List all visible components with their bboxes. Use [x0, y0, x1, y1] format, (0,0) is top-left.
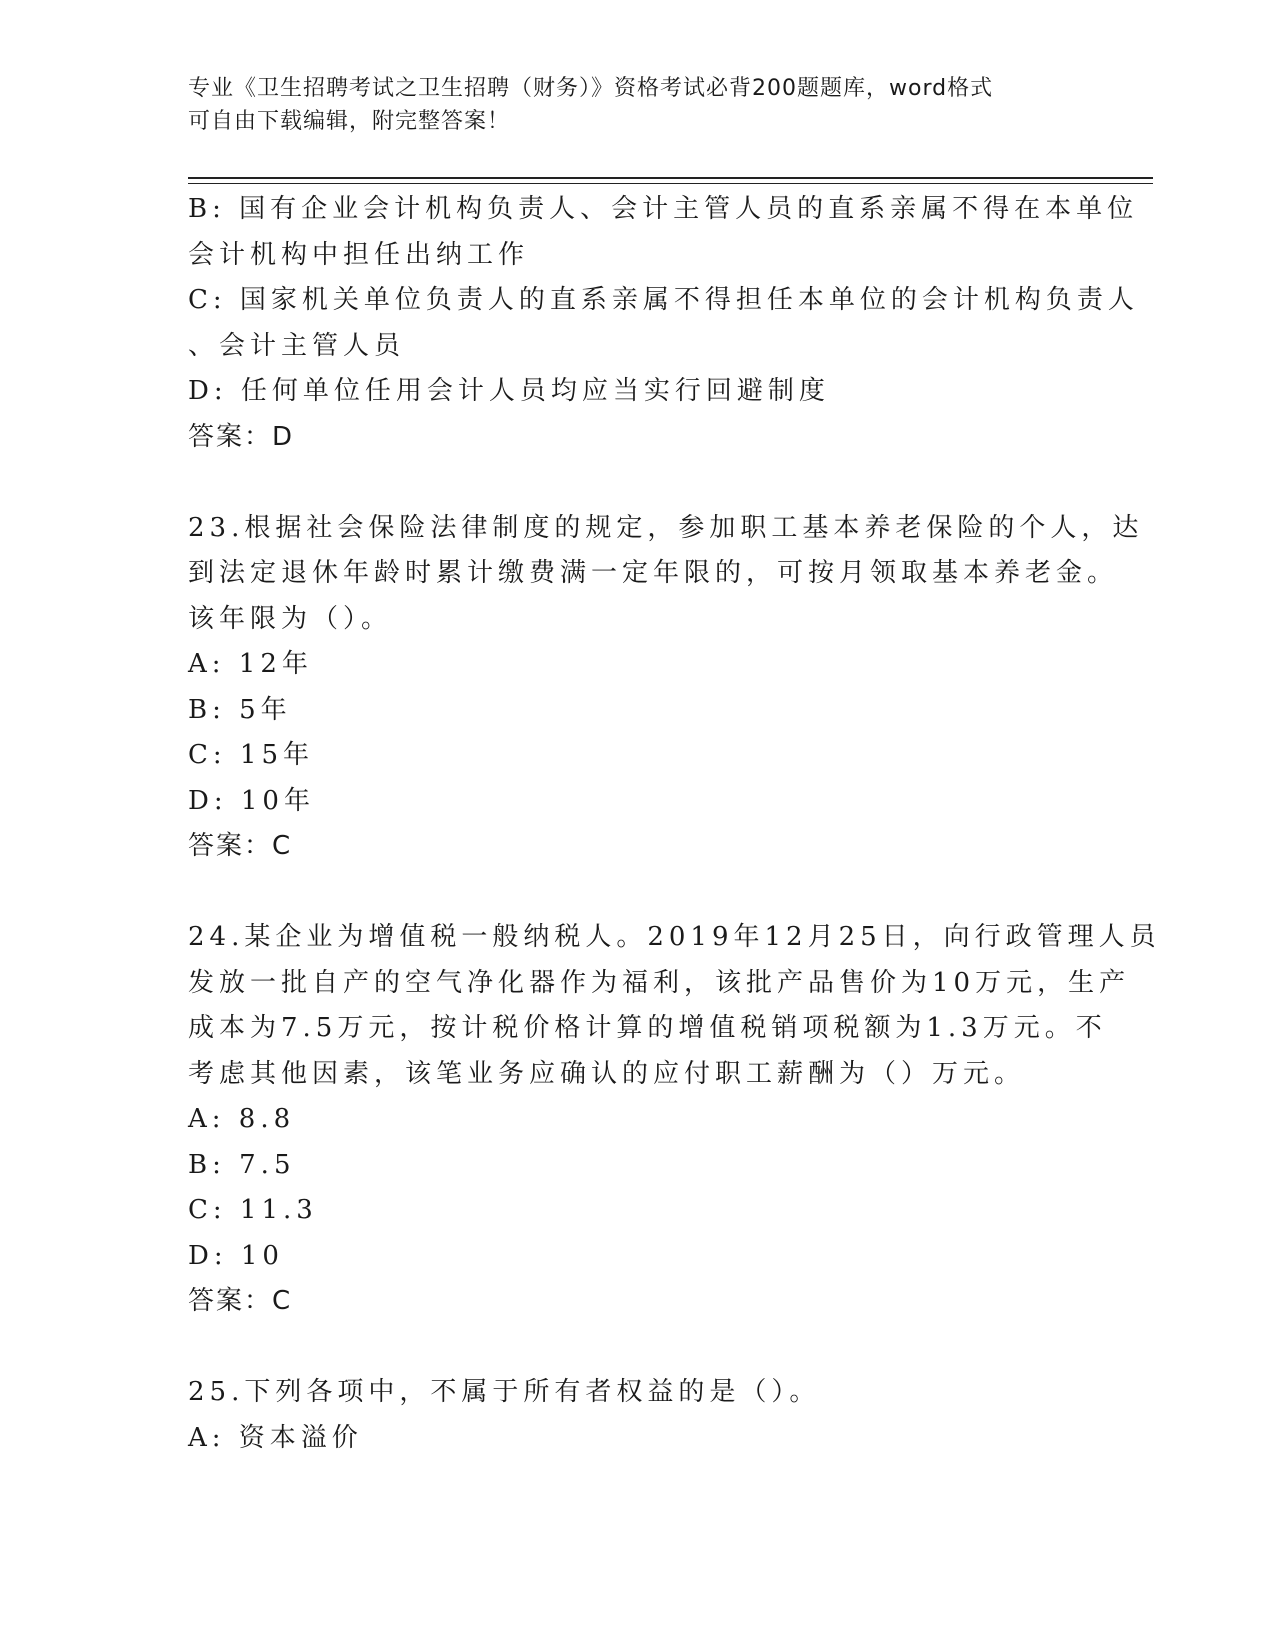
- header-divider-thick: [188, 177, 1153, 179]
- question-25-block: [188, 1370, 1088, 1461]
- q23-stem-line-2: 到法定退休年龄时累计缴费满一定年限的，可按月领取基本养老金。: [188, 558, 1119, 588]
- q23-option-a: A: 12年: [188, 649, 313, 679]
- header-divider-thin: [188, 183, 1153, 184]
- q24-stem-line-4: 考虑其他因素，该笔业务应确认的应付职工薪酬为（）万元。: [188, 1058, 1026, 1089]
- q23-stem-line-3: 该年限为（）。: [188, 603, 393, 634]
- q24-stem-line-3: 成本为7.5万元，按计税价格计算的增值税销项税额为1.3万元。不: [188, 1013, 1107, 1043]
- spacer: [188, 1325, 1088, 1371]
- q24-stem-line-2: 发放一批自产的空气净化器作为福利，该批产品售价为10万元，生产: [188, 967, 1131, 998]
- question-23-block: [188, 506, 1144, 870]
- question-22-block: [188, 187, 1139, 460]
- document-header: [188, 72, 1068, 138]
- q23-option-b: B: 5年: [188, 694, 292, 725]
- q24-option-b: B: 7.5: [188, 1149, 296, 1180]
- q23-option-c: C: 15年: [188, 740, 315, 770]
- q22-answer: 答案：D: [188, 421, 295, 452]
- question-content: [188, 187, 1161, 1461]
- q23-stem-line-1: 23.根据社会保险法律制度的规定，参加职工基本养老保险的个人，达: [188, 512, 1144, 543]
- q23-answer: 答案：C: [188, 831, 293, 861]
- q24-stem-line-1: 24.某企业为增值税一般纳税人。2019年12月25日，向行政管理人员: [188, 922, 1161, 952]
- q24-option-c: C: 11.3: [188, 1195, 318, 1225]
- q22-option-c-line-2: 、会计主管人员: [188, 330, 406, 361]
- spacer: [188, 460, 1088, 506]
- header-line-1: 专业《卫生招聘考试之卫生招聘（财务）》资格考试必背200题题库，word格式: [188, 76, 994, 101]
- q22-option-b-line-2: 会计机构中担任出纳工作: [188, 239, 530, 270]
- q25-option-a: A: 资本溢价: [188, 1422, 363, 1453]
- question-24-block: [188, 915, 1161, 1325]
- q24-option-a: A: 8.8: [188, 1104, 296, 1134]
- q23-option-d: D: 10年: [188, 785, 315, 816]
- q22-option-d: D: 任何单位任用会计人员均应当实行回避制度: [188, 376, 830, 406]
- header-line-2: 可自由下载编辑，附完整答案！: [188, 109, 511, 134]
- q25-stem-line-1: 25.下列各项中，不属于所有者权益的是（）。: [188, 1377, 821, 1407]
- q24-option-d: D: 10: [188, 1240, 284, 1271]
- spacer: [188, 870, 1088, 916]
- q22-option-b-line-1: B: 国有企业会计机构负责人、会计主管人员的直系亲属不得在本单位: [188, 194, 1139, 224]
- q22-option-c-line-1: C: 国家机关单位负责人的直系亲属不得担任本单位的会计机构负责人: [188, 285, 1139, 315]
- q24-answer: 答案：C: [188, 1286, 293, 1316]
